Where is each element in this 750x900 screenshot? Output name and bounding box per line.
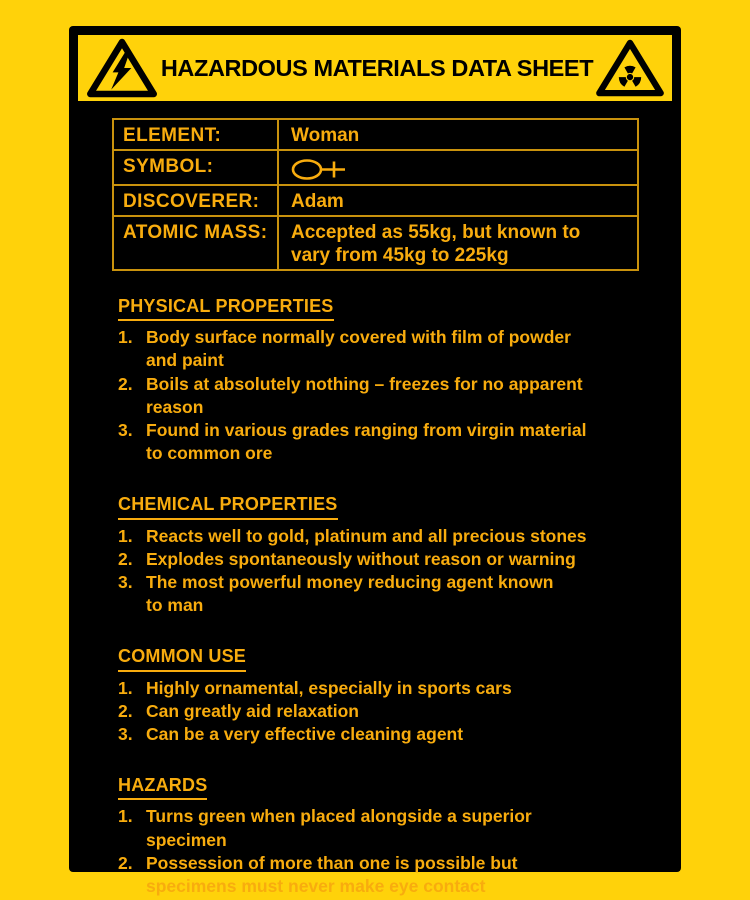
list-item — [118, 805, 642, 851]
list-item — [118, 700, 642, 723]
list-item — [118, 677, 642, 700]
section-heading: HAZARDS — [118, 774, 207, 800]
row-label: DISCOVERER: — [113, 185, 278, 216]
row-value: Adam — [278, 185, 638, 216]
item-number: 3. — [118, 724, 133, 745]
row-value: Accepted as 55kg, but known to vary from 45kg to 225kg — [278, 216, 638, 270]
section-chemical-properties — [118, 493, 642, 617]
list-item — [118, 326, 642, 372]
row-value — [278, 150, 638, 185]
item-number: 1. — [118, 677, 133, 698]
element-info-table — [112, 118, 639, 271]
item-text: Possession of more than one is possible but specimens must never make eye contact — [146, 852, 518, 897]
data-sheet-panel — [69, 26, 681, 897]
item-text: The most powerful money reducing agent known to man — [146, 572, 554, 616]
list-item — [118, 373, 642, 419]
section-hazards — [118, 774, 642, 898]
row-label: SYMBOL: — [113, 150, 278, 185]
table-row-symbol — [113, 150, 638, 185]
item-number: 1. — [118, 806, 133, 827]
item-text: Can greatly aid relaxation — [146, 700, 359, 721]
item-number: 2. — [118, 700, 133, 721]
item-text: Body surface normally covered with film of powder and paint — [146, 327, 571, 371]
list-item — [118, 525, 642, 548]
list-item — [118, 571, 642, 617]
item-number: 1. — [118, 525, 133, 546]
female-symbol-icon — [291, 157, 353, 182]
row-label: ELEMENT: — [113, 119, 278, 150]
radiation-icon — [595, 38, 665, 98]
page-title: HAZARDOUS MATERIALS DATA SHEET — [160, 54, 594, 81]
list-item — [118, 723, 642, 746]
item-text: Reacts well to gold, platinum and all precious stones — [146, 525, 587, 546]
list-item — [118, 852, 642, 898]
content-area — [112, 118, 642, 898]
table-row-atomic-mass — [113, 216, 638, 270]
item-number: 3. — [118, 572, 133, 593]
item-text: Found in various grades ranging from virgin material to common ore — [146, 420, 587, 464]
section-heading: PHYSICAL PROPERTIES — [118, 295, 334, 321]
item-number: 2. — [118, 548, 133, 569]
list-item — [118, 419, 642, 465]
table-row-discoverer — [113, 185, 638, 216]
item-text: Boils at absolutely nothing – freezes for no apparent reason — [146, 373, 583, 417]
item-text: Highly ornamental, especially in sports cars — [146, 677, 512, 698]
row-label: ATOMIC MASS: — [113, 216, 278, 270]
item-number: 1. — [118, 327, 133, 348]
high-voltage-icon — [85, 37, 159, 99]
section-heading: COMMON USE — [118, 645, 246, 671]
section-common-use — [118, 645, 642, 746]
section-physical-properties — [118, 295, 642, 465]
table-row-element — [113, 119, 638, 150]
header-bar — [78, 35, 672, 101]
list-item — [118, 548, 642, 571]
item-number: 2. — [118, 852, 133, 873]
item-number: 3. — [118, 420, 133, 441]
item-text: Can be a very effective cleaning agent — [146, 724, 464, 745]
item-text: Explodes spontaneously without reason or warning — [146, 548, 576, 569]
item-text: Turns green when placed alongside a superior specimen — [146, 806, 532, 850]
item-number: 2. — [118, 373, 133, 394]
section-heading: CHEMICAL PROPERTIES — [118, 493, 338, 519]
row-value: Woman — [278, 119, 638, 150]
